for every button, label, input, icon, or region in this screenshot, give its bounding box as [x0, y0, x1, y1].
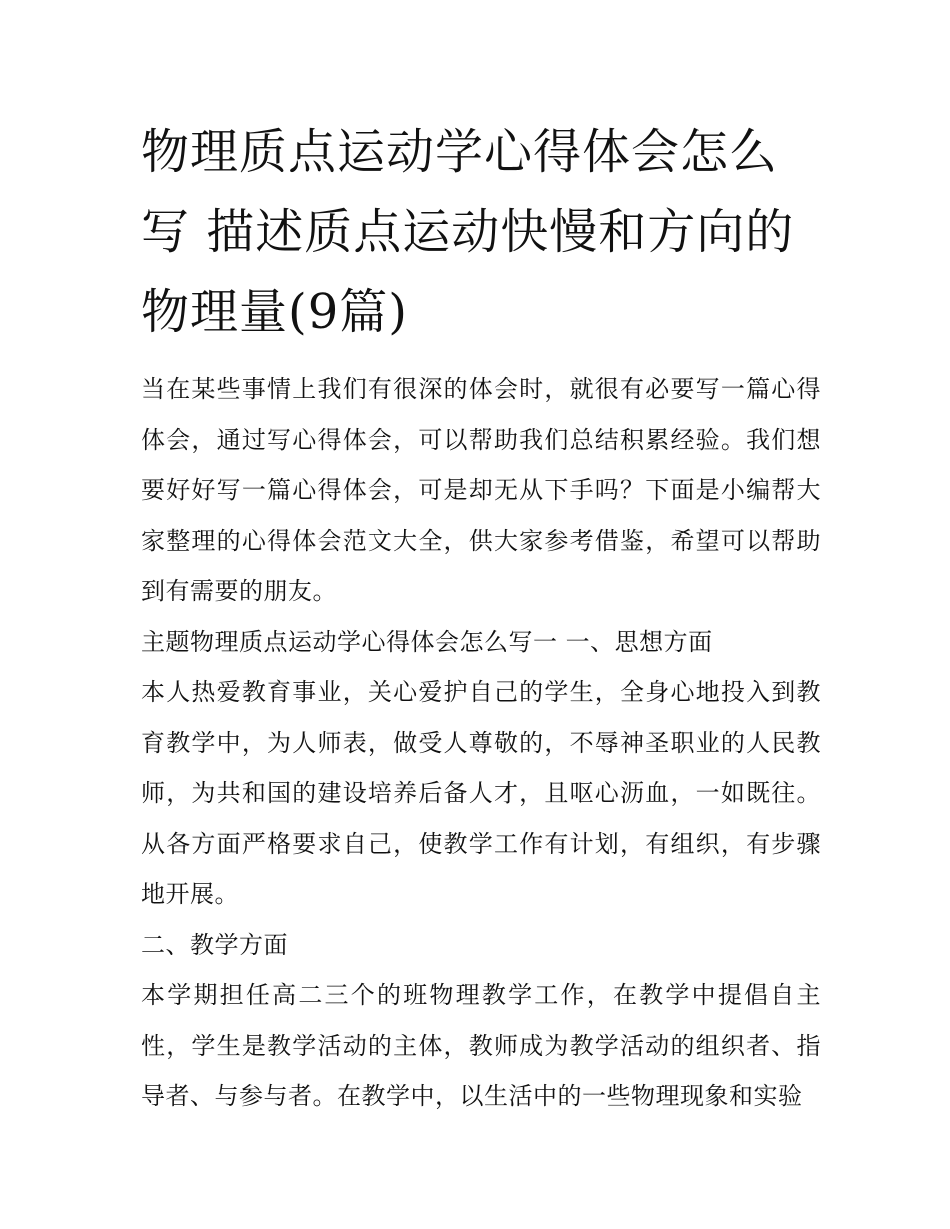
intro-paragraph: 当在某些事情上我们有很深的体会时，就很有必要写一篇心得体会，通过写心得体会，可以帮助我们总结积累经验。我们想要好好写一篇心得体会，可是却无从下手吗？下面是小编帮大家整理的心得体会范文大全，供大家参考借鉴，希望可以帮助到有需要的朋友。 [141, 375, 821, 605]
document-title: 物理质点运动学心得体会怎么写 描述质点运动快慢和方向的物理量(9篇) [141, 124, 795, 340]
topic-heading: 主题物理质点运动学心得体会怎么写一 一、思想方面 [141, 627, 713, 656]
section2-heading: 二、教学方面 [141, 930, 288, 959]
section2-paragraph: 本学期担任高二三个的班物理教学工作，在教学中提倡自主性，学生是教学活动的主体，教师成为教学活动的组织者、指导者、与参与者。在教学中，以生活中的一些物理现象和实验 [141, 981, 821, 1110]
section1-paragraph: 本人热爱教育事业，关心爱护自己的学生，全身心地投入到教育教学中，为人师表，做受人尊敬的，不辱神圣职业的人民教师，为共和国的建设培养后备人才，且呕心沥血，一如既往。从各方面严格要求自己，使教学工作有计划，有组织，有步骤地开展。 [141, 678, 821, 908]
document-page [141, 112, 821, 1122]
